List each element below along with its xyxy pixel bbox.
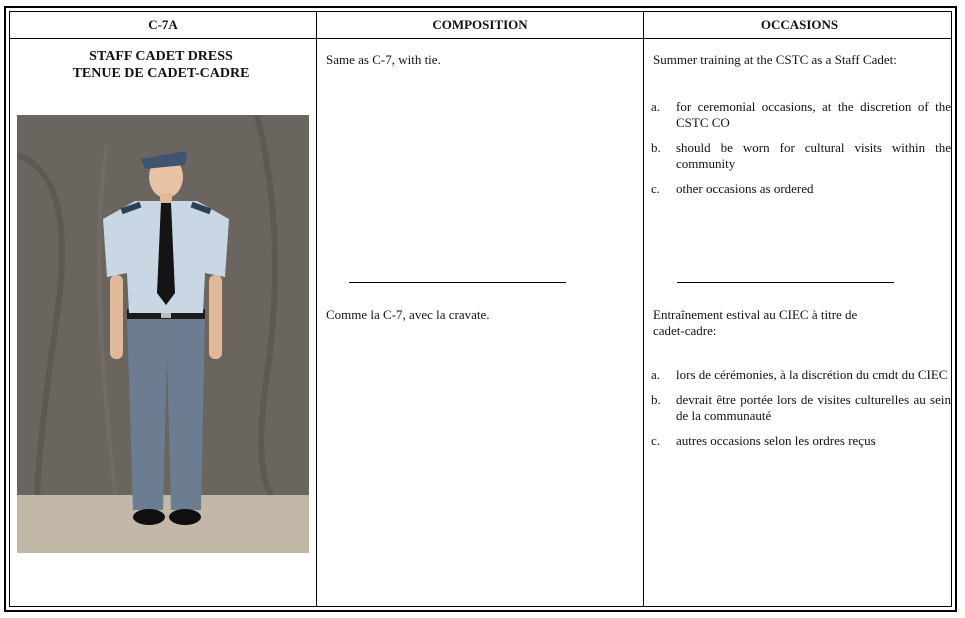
occasions-fr-list [651,367,951,458]
list-item [651,140,951,172]
list-item-marker: c. [651,433,661,448]
list-item [651,367,951,383]
occasions-separator [677,282,894,283]
list-item [651,433,951,449]
uniform-table [4,6,957,612]
composition-fr: Comme la C-7, avec la cravate. [326,307,490,322]
list-item-text: lors de cérémonies, à la discrétion du cmdt du CIEC [676,367,948,382]
list-item-marker: a. [651,99,661,114]
header-divider [10,38,951,39]
list-item-marker: c. [651,181,661,196]
occasions-en-list [651,99,951,206]
composition-separator [349,282,566,283]
header-occasions: OCCASIONS [760,17,839,32]
list-item [651,99,951,131]
occasions-fr-intro: Entraînement estival au CIEC à titre de cadet-cadre: [653,307,858,338]
occasions-en-intro: Summer training at the CSTC as a Staff Cadet: [653,52,897,67]
table-inner-frame [9,11,952,607]
list-item [651,181,951,197]
list-item [651,392,951,424]
composition-en: Same as C-7, with tie. [326,52,441,67]
header-dress-code: C-7A [148,17,178,32]
staff-cadet-uniform-photo [17,115,309,553]
column-divider-2 [643,12,644,606]
list-item-text: other occasions as ordered [676,181,814,196]
list-item-text: should be worn for cultural visits within the community [676,140,951,171]
list-item-marker: b. [651,140,661,155]
dress-title-fr: TENUE DE CADET-CADRE [72,66,250,81]
list-item-marker: a. [651,367,661,382]
list-item-text: devrait être portée lors de visites culturelles au sein de la communauté [676,392,951,423]
dress-title-en: STAFF CADET DRESS [89,49,233,64]
header-composition: COMPOSITION [432,17,528,32]
column-divider-1 [316,12,317,606]
list-item-marker: b. [651,392,661,407]
list-item-text: autres occasions selon les ordres reçus [676,433,876,448]
list-item-text: for ceremonial occasions, at the discretion of the CSTC CO [676,99,951,130]
